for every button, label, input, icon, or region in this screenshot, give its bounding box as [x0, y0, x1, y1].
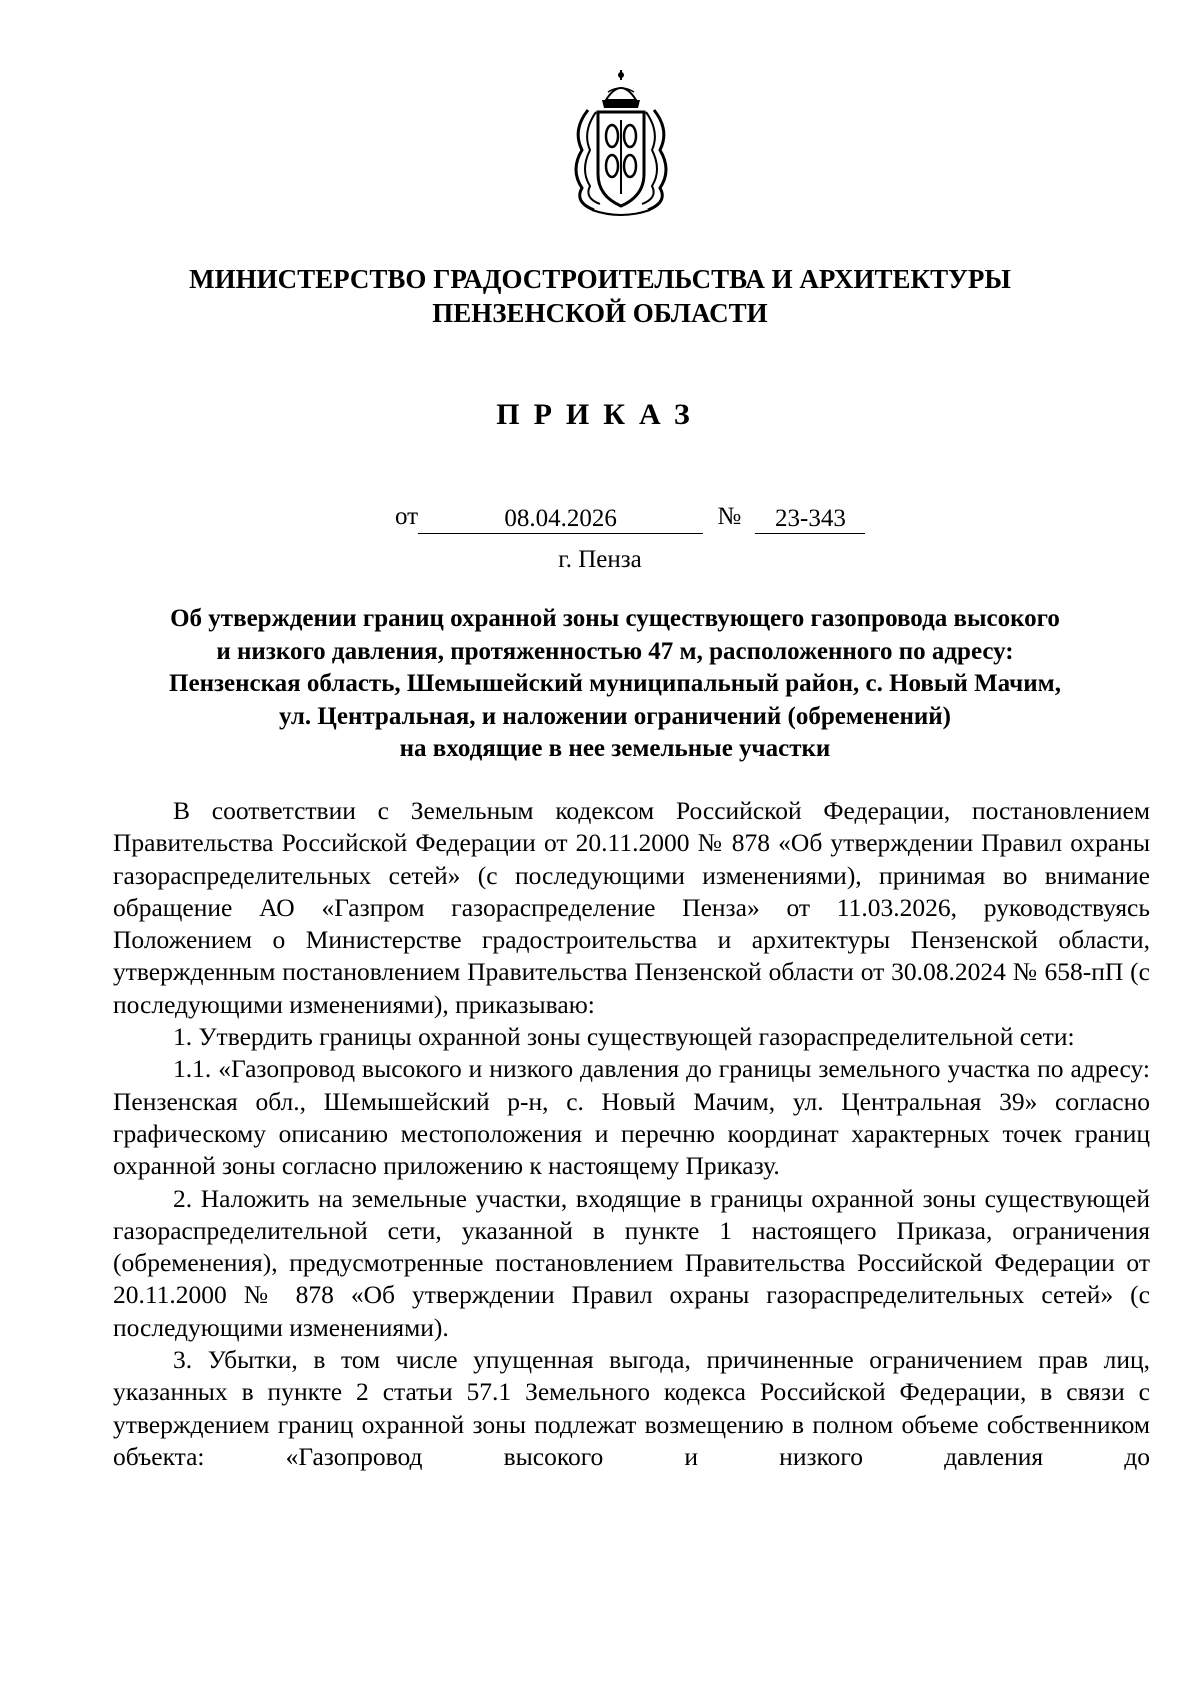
subject-line-1: Об утверждении границ охранной зоны существующего газопровода высокого: [170, 605, 1060, 632]
subject-line-5: на входящие в нее земельные участки: [399, 735, 831, 762]
order-city: г. Пенза: [558, 546, 642, 573]
item-1-1-paragraph: 1.1. «Газопровод высокого и низкого давления до границы земельного участка по адресу: Пензенская обл., Шемышейский р-н, с. Новый Мачим, ул. Центральная 39» согласно графическому описанию местоположения и перечню координат характерных точек границ охранной зоны согласно приложению к настоящему Приказу.: [113, 1054, 1150, 1181]
number-prefix: №: [717, 503, 742, 530]
order-subject: [115, 603, 1115, 766]
coat-of-arms-icon: [568, 70, 674, 218]
subject-line-3: Пензенская область, Шемышейский муниципальный район, с. Новый Мачим,: [169, 670, 1061, 697]
ministry-line-1: МИНИСТЕРСТВО ГРАДОСТРОИТЕЛЬСТВА И АРХИТЕКТУРЫ: [189, 264, 1011, 294]
document-type-title: ПРИКАЗ: [496, 398, 704, 431]
item-1-paragraph: 1. Утвердить границы охранной зоны существующей газораспределительной сети:: [173, 1022, 1075, 1052]
order-date-number-row: [395, 500, 865, 534]
preamble-paragraph: В соответствии с Земельным кодексом Российской Федерации, постановлением Правительства Российской Федерации от 20.11.2000 № 878 «Об утверждении Правил охраны газораспределительных сетей» (с последующими изменениями), принимая во внимание обращение АО «Газпром газораспределение Пенза» от 11.03.2026, руководствуясь Положением о Министерстве градостроительства и архитектуры Пензенской области, утвержденным постановлением Правительства Пензенской области от 30.08.2024 № 658-пП (с последующими изменениями), приказываю:: [113, 796, 1150, 1019]
ministry-name: [150, 262, 1050, 330]
order-number: 23-343: [755, 505, 865, 534]
subject-line-2: и низкого давления, протяженностью 47 м, расположенного по адресу:: [216, 637, 1014, 665]
order-date: 08.04.2026: [418, 505, 703, 534]
subject-line-4: ул. Центральная, и наложении ограничений (обременений): [279, 702, 951, 730]
ministry-line-2: ПЕНЗЕНСКОЙ ОБЛАСТИ: [432, 298, 768, 328]
item-3-paragraph: 3. Убытки, в том числе упущенная выгода, причиненные ограничением прав лиц, указанных в пункте 2 статьи 57.1 Земельного кодекса Российской Федерации, в связи с утверждением границ охранной зоны подлежат возмещению в полном объеме собственником объекта: «Газопровод высокого и низкого давления до: [113, 1345, 1150, 1471]
date-prefix: от: [395, 503, 419, 530]
item-2-paragraph: 2. Наложить на земельные участки, входящие в границы охранной зоны существующей газораспределительной сети, указанной в пункте 1 настоящего Приказа, ограничения (обременения), предусмотренные постановлением Правительства Российской Федерации от 20.11.2000 № 878 «Об утверждении Правил охраны газораспределительных сетей» (с последующими изменениями).: [113, 1183, 1150, 1342]
order-body: [113, 795, 1150, 1473]
